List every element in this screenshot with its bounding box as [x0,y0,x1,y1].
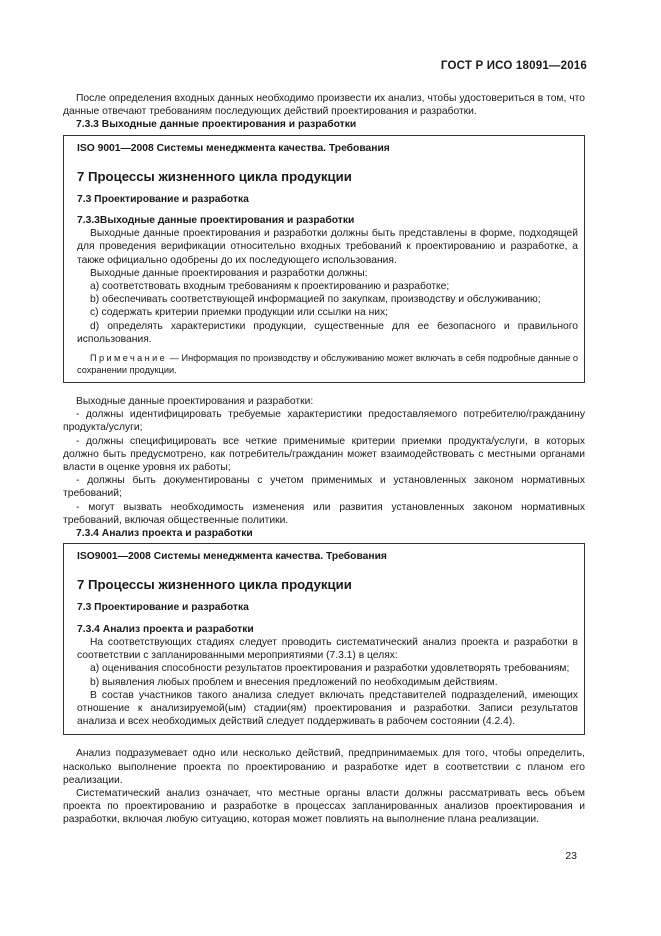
list-item: a) оценивания способности результатов проектирования и разработки удовлетворять требованиям; [90,663,570,675]
list-item: - должны специфицировать все четкие применимые критерии приемки продукта/услуги, в которых должно быть предусмотрено, как потребитель/гражданин может взаимодействовать с местными органами власти в оценке уровня их работы; [63,435,585,474]
list-item: d) определять характеристики продукции, существенные для ее безопасного и правильного использования. [77,320,578,345]
quote-heading-level-3: 7.3.4 Анализ проекта и разработки [77,623,254,635]
list-item: b) выявления любых проблем и внесения предложений по необходимым действиям. [90,676,498,688]
note-text: — Информация по производству и обслуживанию может включать в себя подробные данные о сохранении продукции. [77,353,578,376]
note [77,352,578,376]
quote-paragraph: Выходные данные проектирования и разработки должны: [90,267,368,279]
note-label: Примечание [90,353,168,364]
quote-paragraph: В состав участников такого анализа следует включать представителей подразделений, имеющих отношение к анализируемой(ым) стадии(ям) проектирования и разработки. Записи результатов анализа и всех необходимых действий следует поддерживать в рабочем состоянии (4.2.4). [77,689,578,728]
list-item: - должны быть документированы с учетом применимых и установленных законом нормативных требований; [63,475,585,500]
iso-quote-box-1 [63,135,585,383]
iso-quote-box-2 [63,543,585,735]
quote-paragraph: На соответствующих стадиях следует проводить систематический анализ проекта и разработки в соответствии с запланированными мероприятиями (7.3.1) в целях: [77,636,578,662]
standard-title: ISO 9001—2008 Системы менеджмента качества. Требования [77,142,390,154]
list-item: - должны идентифицировать требуемые характеристики предоставляемого потребителю/гражданину продукта/услуги; [63,409,585,434]
intro-paragraph: После определения входных данных необходимо произвести их анализ, чтобы удостовериться в том, что данные отвечают требованиям последующих действий проектирования и разработки. [63,93,585,118]
section-heading-7-3-3: 7.3.3 Выходные данные проектирования и разработки [76,119,357,131]
quote-heading-level-3: 7.3.3Выходные данные проектирования и разработки [77,215,355,227]
list-item: b) обеспечивать соответствующей информацией по закупкам, производству и обслуживанию; [90,294,541,306]
quote-heading-level-1: 7 Процессы жизненного цикла продукции [77,168,352,184]
quote-heading-level-2: 7.3 Проектирование и разработка [77,193,249,205]
quote-paragraph: Выходные данные проектирования и разработки должны быть представлены в форме, подходящей для проведения верификации относительно входных требований к проектированию и разработке, а также официально одобрены до их последующего использования. [77,228,578,266]
standard-title: ISO9001—2008 Системы менеджмента качества. Требования [77,551,387,563]
body-paragraph: Выходные данные проектирования и разработки: [76,396,314,408]
document-code: ГОСТ Р ИСО 18091—2016 [440,60,587,72]
list-item: - могут вызвать необходимость изменения или развития установленных законом нормативных требований, включая общественные политики. [63,501,585,526]
list-item: a) соответствовать входным требованиям к проектированию и разработке; [90,281,450,293]
list-item: c) содержать критерии приемки продукции или ссылки на них; [90,307,389,319]
section-heading-7-3-4: 7.3.4 Анализ проекта и разработки [76,528,253,540]
page-content [63,92,585,827]
quote-heading-level-1: 7 Процессы жизненного цикла продукции [77,577,352,593]
page-number: 23 [565,850,577,862]
quote-heading-level-2: 7.3 Проектирование и разработка [77,602,249,614]
body-paragraph: Анализ подразумевает одно или несколько действий, предпринимаемых для того, чтобы определить, насколько выполнение проекта по проектированию и разработке идет в соответствии с планом его реализации. [63,748,585,786]
body-paragraph: Систематический анализ означает, что местные органы власти должны рассматривать весь объем проекта по проектированию и разработке в процессах запланированных анализов проектирования и разработки, включая любую ситуацию, которая может повлиять на выполнение плана реализации. [63,787,585,826]
